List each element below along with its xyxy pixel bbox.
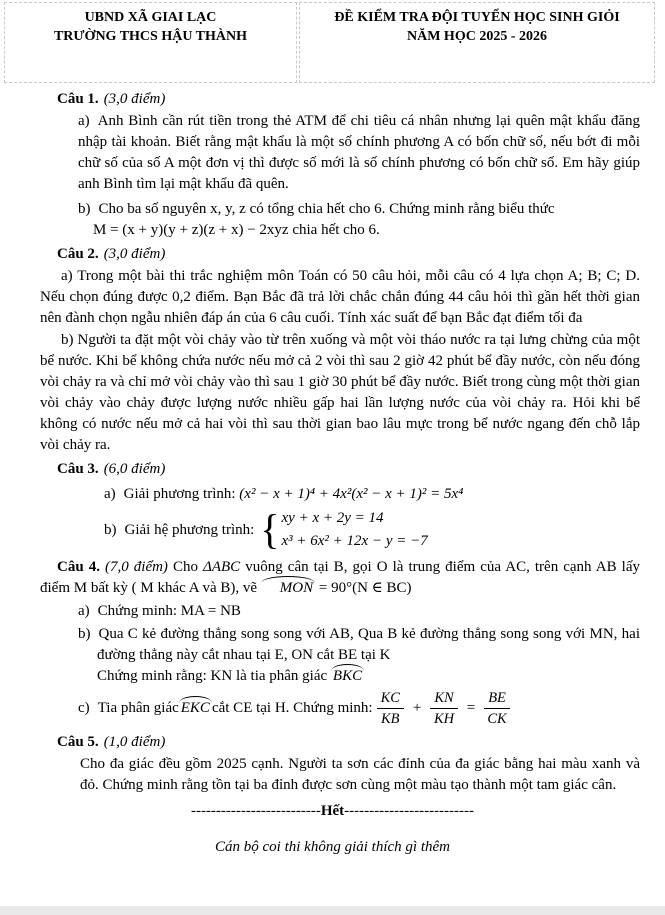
question-3a-lead: Giải phương trình: [123, 486, 240, 502]
header-org-line2: TRƯỜNG THCS HẬU THÀNH [53, 29, 248, 44]
item-marker: a) [104, 486, 116, 502]
header-right-cell [299, 2, 655, 83]
fraction-be-ck [484, 689, 510, 728]
question-4c [78, 689, 640, 728]
question-2-heading [57, 244, 640, 265]
question-1-points: (3,0 điểm) [103, 91, 166, 107]
question-4-heading [40, 557, 640, 599]
question-4c-lead-2: cắt CE tại H. Chứng minh: [211, 700, 373, 716]
question-1a [78, 111, 640, 195]
question-3a [104, 484, 640, 505]
angle-ekc: EKC [179, 698, 212, 719]
dash-right: -------------------------- [344, 803, 475, 819]
header-left-cell [4, 2, 297, 83]
question-1b-formula-line [93, 220, 640, 241]
question-4c-lead-1: Tia phân giác [97, 700, 179, 716]
item-marker: b) [78, 201, 91, 217]
question-3-label: Câu 3. [57, 461, 99, 477]
question-2-points: (3,0 điểm) [103, 246, 166, 262]
fraction-kc-kb [377, 689, 404, 728]
question-2a-text: a) Trong một bài thi trắc nghiệm môn Toán có 50 câu hỏi, mỗi câu có 4 lựa chọn A; B; C; D. Nếu chọn đúng được 0,2 điểm. Bạn Bắc đã trả lời chắc chắn đúng 44 câu hỏi thì gần hết thời gian nên đành chọn ngẫu nhiên đáp án của 6 câu cuối. Tính xác suất để bạn Bắc đạt điểm tối đa [40, 268, 640, 326]
exam-body [0, 86, 665, 873]
system-equation-1: xy + x + 2y = 14 [281, 510, 384, 526]
question-5-text: Cho đa giác đều gồm 2025 cạnh. Người ta sơn các đỉnh của đa giác bằng hai màu xanh và đỏ. Chứng minh rằng tồn tại ba đỉnh được sơn cùng một màu tạo thành một tam giác cân. [80, 756, 640, 793]
item-marker: a) [78, 113, 90, 129]
fraction-numerator: KN [430, 689, 457, 709]
question-5-points: (1,0 điểm) [103, 734, 166, 750]
question-3b-lead: Giải hệ phương trình: [124, 521, 255, 538]
question-1-heading [57, 89, 640, 110]
equation: (x² − x + 1)⁴ + 4x²(x² − x + 1)² = 5x⁴ [239, 486, 464, 502]
fraction-denominator: KH [433, 711, 455, 727]
question-4a-text: Chứng minh: MA = NB [97, 603, 241, 619]
question-3-points: (6,0 điểm) [103, 461, 166, 477]
plus-sign: + [412, 700, 422, 716]
equals-sign: = [466, 700, 476, 716]
formula-tail: chia hết cho 6. [288, 222, 380, 238]
fraction-numerator: KC [377, 689, 404, 709]
item-marker: c) [78, 700, 90, 716]
question-4-intro-2: vuông cân tại B, gọi O là trung điểm của AC, trên cạnh AB lấy điểm M bất kỳ ( M khác A và B), vẽ [40, 559, 640, 596]
question-3b [104, 507, 640, 553]
question-4-label: Câu 4. [57, 559, 100, 575]
question-3-heading [57, 459, 640, 480]
bottom-gray-bar [0, 906, 665, 915]
question-5-label: Câu 5. [57, 734, 99, 750]
question-4-points: (7,0 điểm) [104, 559, 168, 575]
question-2b-text: b) Người ta đặt một vòi chảy vào từ trên xuống và một vòi tháo nước ra tại lưng chừng của một bể nước. Khi bể không chứa nước nếu mở cả 2 vòi thì sau 2 giờ 42 phút bể đầy nước, còn nếu đóng vòi chảy ra và chỉ mở vòi chảy vào thì sau 1 giờ 30 phút bể đầy nước. Biết trong cùng một thời gian vòi chảy vào chảy được lượng nước nhiều gấp hai lần lượng nước của vòi chảy ra. Hỏi khi bể không có nước nếu mở cả hai vòi thì sau thời gian bao lâu mực trong bể nước ngang đến chỗ lắp vòi chảy ra. [40, 332, 640, 453]
question-1b-text: Cho ba số nguyên x, y, z có tổng chia hết cho 6. Chứng minh rằng biểu thức [98, 201, 555, 217]
end-divider [0, 801, 665, 822]
end-label: Hết [320, 803, 345, 819]
question-4-intro-1: Cho [167, 559, 204, 575]
question-1-label: Câu 1. [57, 91, 99, 107]
dash-left: -------------------------- [190, 803, 321, 819]
question-5-heading [57, 732, 640, 753]
angle-bkc: BKC [331, 666, 364, 687]
item-marker: b) [78, 626, 91, 642]
triangle-abc: ΔABC [203, 559, 241, 575]
equation-system [282, 507, 428, 553]
item-marker: a) [78, 603, 90, 619]
question-2-label: Câu 2. [57, 246, 99, 262]
document-header [4, 2, 655, 83]
system-brace: { [260, 505, 280, 554]
fraction-numerator: BE [484, 689, 510, 709]
question-1b [78, 199, 640, 241]
fraction-denominator: KB [380, 711, 400, 727]
fraction-denominator: CK [487, 711, 507, 727]
header-org-line1: UBND XÃ GIAI LẠC [84, 10, 217, 25]
fraction-kn-kh [430, 689, 457, 728]
system-equation-2: x³ + 6x² + 12x − y = −7 [281, 533, 428, 549]
question-4a [78, 601, 640, 622]
proctor-note: Cán bộ coi thi không giải thích gì thêm [215, 839, 450, 855]
question-4b-line2 [97, 666, 640, 687]
school-year: NĂM HỌC 2025 - 2026 [407, 29, 547, 44]
question-4b [78, 624, 640, 666]
question-4b-text: Qua C kẻ đường thẳng song song với AB, Qua B kẻ đường thẳng song song với MN, hai đường thẳng này cắt nhau tại E, ON cắt BE tại K [97, 626, 640, 663]
formula: M = (x + y)(y + z)(z + x) − 2xyz [93, 222, 289, 238]
angle-mon: MON [261, 578, 315, 599]
item-marker: b) [104, 521, 117, 538]
question-4b-line2-lead: Chứng minh rằng: KN là tia phân giác [97, 668, 331, 684]
exam-title: ĐỀ KIỂM TRA ĐỘI TUYỂN HỌC SINH GIỎI [334, 10, 620, 25]
question-1a-text: Anh Bình cần rút tiền trong thẻ ATM để chi tiêu cá nhân nhưng lại quên mật khẩu đăng nhập tài khoản. Biết rằng mật khẩu là một số chính phương A có bốn chữ số, nếu bớt đi mỗi chữ số của số A một đơn vị thì được số mới là số chính phương có bốn chữ số. Em hãy giúp anh Bình tìm lại mật khẩu đã quên. [78, 113, 640, 192]
question-4-intro-3: = 90°(N ∈ BC) [315, 580, 412, 596]
